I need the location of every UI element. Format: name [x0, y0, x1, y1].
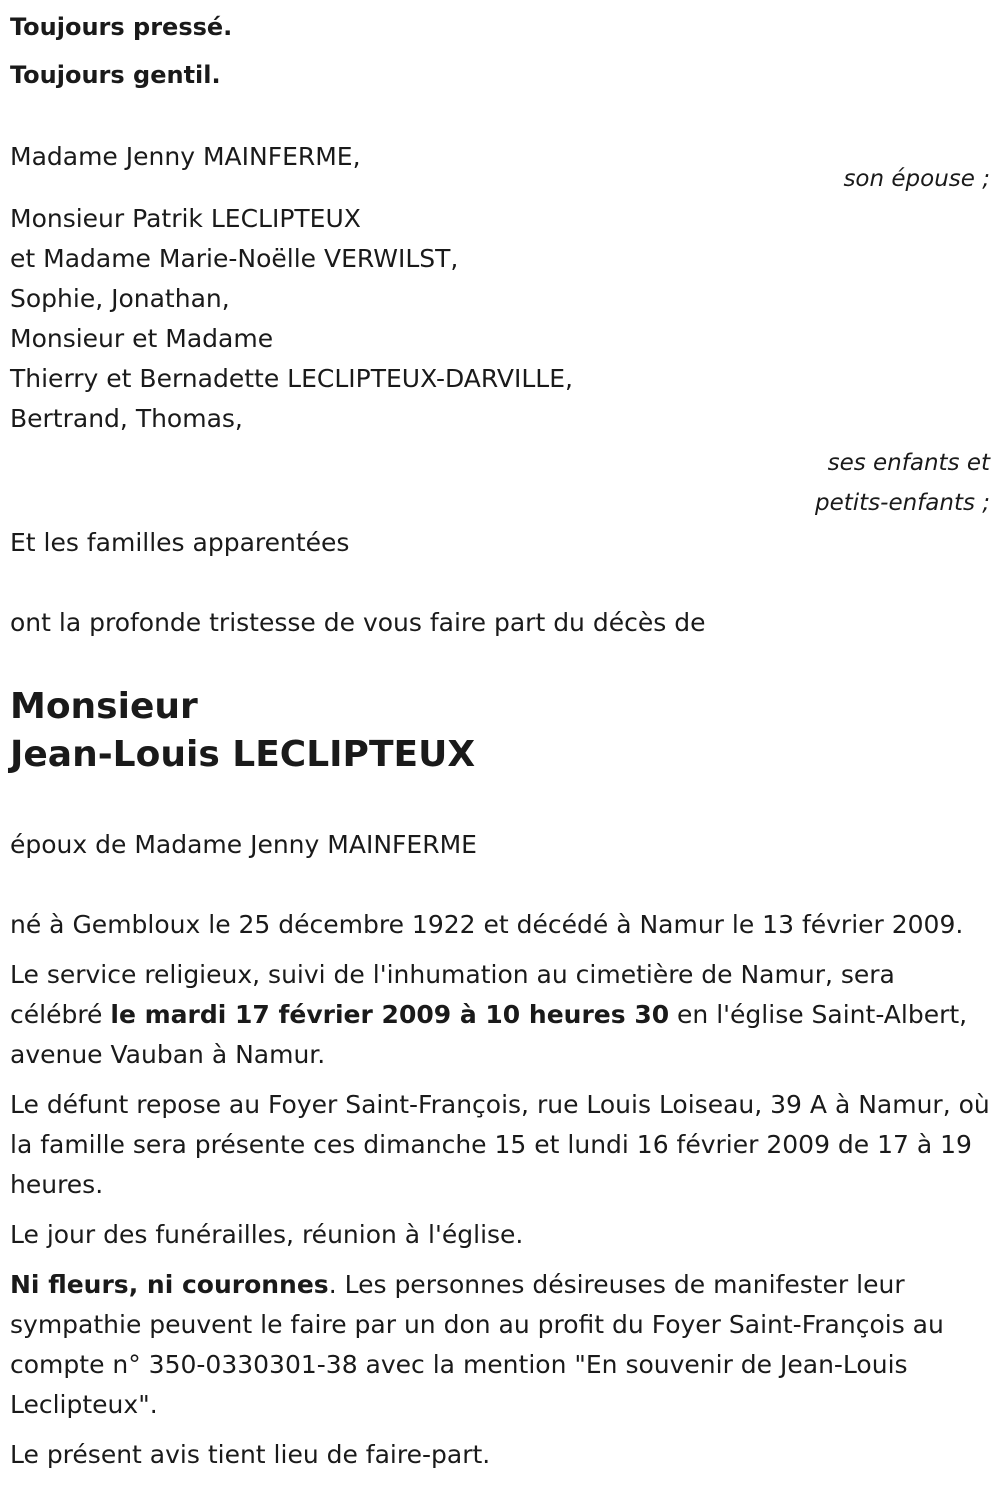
- deceased-name-block: [10, 683, 990, 779]
- deceased-title: Monsieur: [10, 686, 198, 727]
- children-role-2: petits-enfants ;: [814, 490, 990, 516]
- flowers-bold: Ni fleurs, ni couronnes: [10, 1270, 329, 1299]
- flowers-info: [10, 1265, 990, 1425]
- deceased-name: Jean-Louis LECLIPTEUX: [10, 734, 476, 775]
- spouse-name: Madame Jenny MAINFERME,: [10, 142, 361, 171]
- spouse-role: son épouse ;: [843, 166, 990, 192]
- children-line: Sophie, Jonathan,: [10, 284, 230, 313]
- children-line: Bertrand, Thomas,: [10, 404, 243, 433]
- service-text-pre: Le service religieux, suivi de l'inhumation au cimetière de Namur, sera célébré: [10, 960, 895, 1029]
- flowers-rest: . Les personnes désireuses de manifester leur sympathie peuvent le faire par un don au profit du Foyer Saint-François au compte n° 350-0330301-38 avec la mention "En souvenir de Jean-Louis Leclipteux".: [10, 1270, 944, 1419]
- birth-death: né à Gembloux le 25 décembre 1922 et décédé à Namur le 13 février 2009.: [10, 910, 964, 939]
- service-date: le mardi 17 février 2009 à 10 heures 30: [110, 1000, 670, 1029]
- rest-info: Le défunt repose au Foyer Saint-François, rue Louis Loiseau, 39 A à Namur, où la famille sera présente ces dimanche 15 et lundi 16 février 2009 de 17 à 19 heures.: [10, 1090, 990, 1199]
- motto-line-1: Toujours pressé.: [10, 13, 233, 41]
- service-info: [10, 955, 990, 1075]
- funeral-day: Le jour des funérailles, réunion à l'église.: [10, 1220, 524, 1249]
- obituary-page: [0, 3, 1000, 1503]
- children-line: et Madame Marie-Noëlle VERWILST,: [10, 244, 459, 273]
- spouse-of: époux de Madame Jenny MAINFERME: [10, 830, 477, 859]
- children-list: [10, 199, 990, 439]
- motto-line-2: Toujours gentil.: [10, 61, 221, 89]
- closing: Le présent avis tient lieu de faire-part.: [10, 1440, 491, 1469]
- children-role-1: ses enfants et: [827, 450, 990, 476]
- family-section: [10, 137, 990, 563]
- children-line: Monsieur et Madame: [10, 324, 274, 353]
- relatives: Et les familles apparentées: [10, 528, 350, 557]
- announcement: ont la profonde tristesse de vous faire part du décès de: [10, 608, 706, 637]
- children-line: Monsieur Patrik LECLIPTEUX: [10, 204, 361, 233]
- children-line: Thierry et Bernadette LECLIPTEUX-DARVILLE,: [10, 364, 573, 393]
- service-text-post: en l'église Saint-Albert, avenue Vauban à Namur.: [10, 1000, 968, 1069]
